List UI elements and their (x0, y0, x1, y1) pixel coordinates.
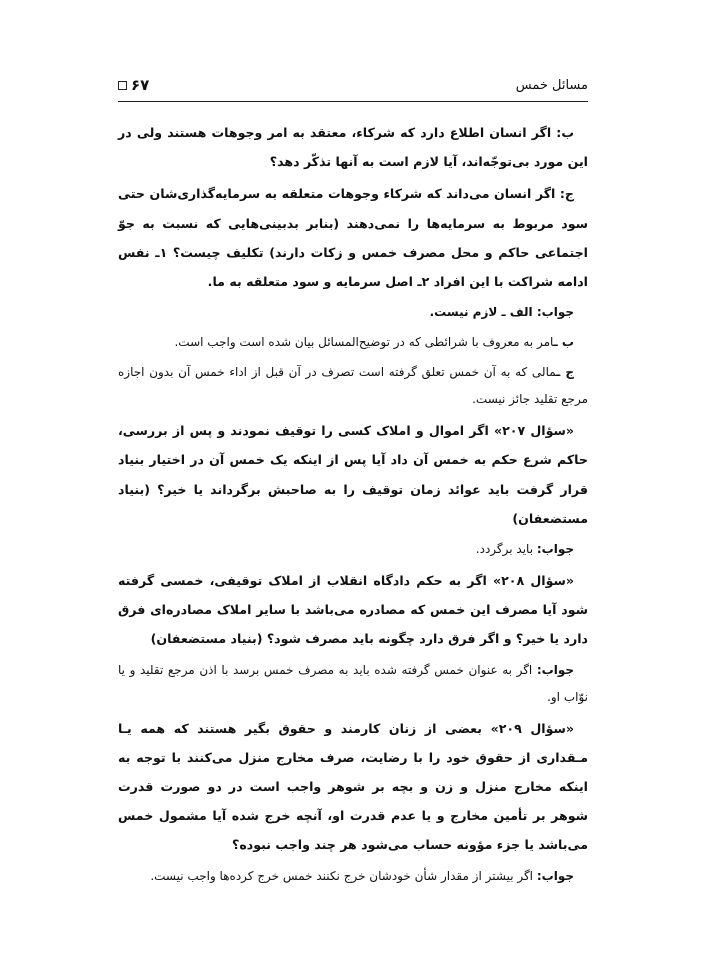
paragraph-text: اگر اموال و املاک کسی را توقیف نمودند و پس از بررسی، حاکم شرع حکم به خمس آن داد آیا پس از اینکه یک خمس آن در اختیار بنیاد قرار گرفت باید عوائد زمان توقیف را به صاحبش برگرداند یا خیر؟ (بنیاد مستضعفان) (118, 423, 588, 526)
question-number: «سؤال ۲۰۸» (492, 573, 575, 589)
square-icon (118, 81, 127, 90)
answer-paragraph (118, 536, 588, 563)
paragraph (118, 179, 588, 296)
page-header (118, 74, 588, 98)
answer-paragraph (118, 657, 588, 711)
page-number: ۶۷ (131, 76, 150, 94)
question-number: «سؤال ۲۰۹» (490, 720, 575, 736)
paragraph-text: امر به معروف با شرائطی که در توضیح‌المسائل بیان شده است واجب است. (174, 335, 554, 350)
question-paragraph (118, 714, 588, 860)
header-rule (118, 101, 588, 102)
answer-paragraph (118, 863, 588, 890)
page-body (118, 118, 588, 893)
paragraph-text: اگر بیشتر از مقدار شأن خودشان خرج نکنند خمس خرج کرده‌ها واجب نیست. (150, 868, 537, 883)
question-number: «سؤال ۲۰۷» (493, 423, 574, 439)
paragraph (118, 329, 588, 356)
answer-label: جواب: (536, 542, 574, 557)
answer-label: جواب: (536, 305, 574, 320)
paragraph-text: الف ـ لازم نیست. (429, 305, 537, 320)
paragraph-prefix: ب ـ (553, 335, 574, 350)
page-number-group (118, 76, 149, 94)
question-paragraph (118, 566, 588, 654)
running-title: مسائل خمس (515, 78, 588, 93)
paragraph (118, 359, 588, 413)
answer-label: جواب: (536, 662, 574, 677)
paragraph-text: باید برگردد. (475, 542, 537, 557)
paragraph-text: مالی که به آن خمس تعلق گرفته است تصرف در آن قبل از اداء خمس آن بدون اجازه مرجع تقلید جائز نیست. (118, 365, 588, 407)
question-paragraph (118, 416, 588, 533)
paragraph (118, 118, 588, 176)
answer-label: جواب: (536, 868, 574, 883)
paragraph-prefix: ج ـ (556, 365, 574, 380)
paragraph-text: ج: اگر انسان می‌داند که شرکاء وجوهات متعلقه به سرمایه‌گذاری‌شان حتی سود مربوط به سرمایه‌ها را نمی‌دهند (بنابر بدبینی‌هایی که نسبت به جوّ اجتماعی حاکم و محل مصرف خمس و زکات دارند) تکلیف چیست؟ ۱ـ نفس ادامه شراکت با این افراد ۲ـ اصل سرمایه و سود متعلقه به ما. (118, 186, 588, 290)
paragraph-text: ب: اگر انسان اطلاع دارد که شرکاء، معتقد به امر وجوهات هستند ولی در این مورد بی‌توجّه‌اند، آیا لازم است به آنها تذکّر دهد؟ (118, 125, 588, 170)
paragraph (118, 299, 588, 326)
paragraph-text: اگر به حکم دادگاه انقلاب از املاک توقیفی، خمسی گرفته شود آیا مصرف این خمس که مصادره می‌باشد با سایر املاک مصادره‌ای فرق دارد یا خیر؟ و اگر فرق دارد چگونه باید مصرف شود؟ (بنیاد مستضعفان) (118, 573, 588, 647)
paragraph-text: اگر به عنوان خمس گرفته شده باید به مصرف خمس برسد با اذن مرجع تقلید و یا نوّاب او. (118, 662, 588, 704)
paragraph-text: بعضی از زنان کارمند و حقوق بگیر هستند که همه یـا مـقداری از حقوق خود را با رضایت، صرف مخارج منزل می‌کنند با توجه به اینکه مخارج منزل و زن و بچه بر شوهر واجب است در دو صورت قدرت شوهر بر تأمین مخارج و یا عدم قدرت او، آنچه خرج شده آیا مشمول خمس می‌باشد یا جزء مؤونه حساب می‌شود هر چند واجب نبوده؟ (118, 720, 588, 853)
